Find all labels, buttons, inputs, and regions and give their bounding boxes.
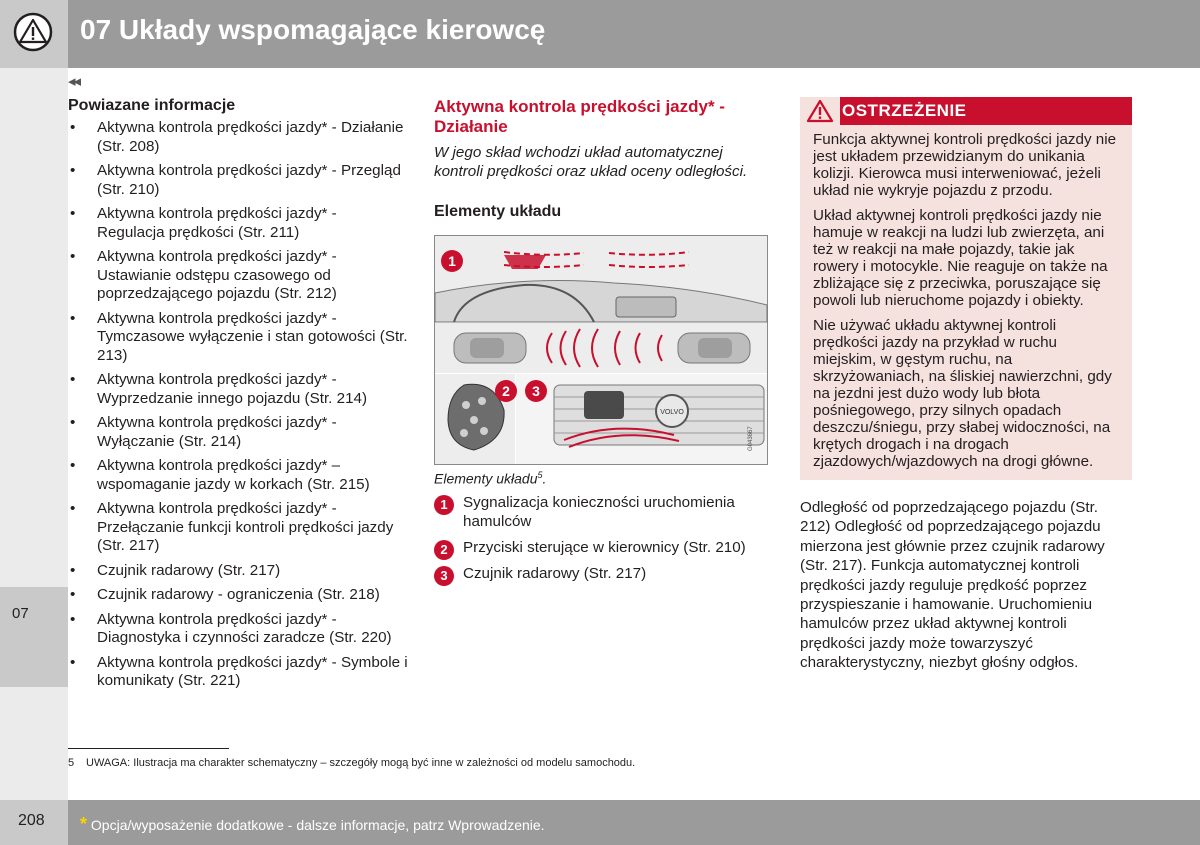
svg-text:1: 1 (448, 253, 456, 269)
figure-legend (434, 493, 769, 590)
dashboard-panel (435, 236, 767, 322)
warning-triangle-icon (800, 97, 840, 125)
front-grille-panel (516, 374, 767, 464)
footer-note: * Opcja/wyposażenie dodatkowe - dalsze informacje, patrz Wprowadzenie. (80, 814, 545, 834)
related-info-list (68, 119, 408, 691)
section-subtitle: Elementy układu (434, 203, 562, 220)
warning-paragraph: Nie używać układu aktywnej kontroli prędkości jazdy na przykład w ruchu miejskim, w gęstym ruchu, na skrzyżowaniach, na śliskiej nawierzchni, gdy na jezdni jest dużo wody lub błota pośniegowego, przy silnych opadach deszczu/śniegu, przy słabej widoczności, na krętych drogach i na drogach zjazdowych/wjazdowych na drogi główne. (813, 317, 1112, 470)
section-title: Aktywna kontrola prędkości jazdy* - Działanie (434, 97, 725, 136)
warning-box (800, 97, 1132, 480)
warning-column (800, 97, 1132, 673)
warning-header (800, 97, 1132, 125)
asterisk-icon: * (80, 814, 88, 834)
svg-text:2: 2 (502, 383, 510, 399)
callout-number: 3 (434, 566, 454, 586)
callout-badge-1 (441, 250, 463, 272)
warning-paragraph: Funkcja aktywnej kontroli prędkości jazdy nie jest układem przewidzianym do unikania kolizji. Kierowca musi interweniować, jeżeli układ nie wykryje pojazdu z przodu. (813, 131, 1117, 199)
legend-item: 1 Sygnalizacja konieczności uruchomienia hamulców (434, 493, 769, 531)
radar-distance-panel (435, 323, 767, 373)
svg-text:3: 3 (532, 383, 540, 399)
left-margin-bar (0, 68, 68, 800)
double-chevron-left-icon[interactable]: ◂◂ (68, 73, 80, 90)
section-intro: W jego skład wchodzi układ automatycznej kontroli prędkości oraz układ oceny odległości. (434, 144, 748, 180)
related-link[interactable]: • Aktywna kontrola prędkości jazdy* - Przełączanie funkcji kontroli prędkości jazdy (Str. 217) (70, 500, 394, 554)
related-link[interactable]: • Aktywna kontrola prędkości jazdy* - Diagnostyka i czynności zaradcze (Str. 220) (70, 610, 392, 646)
legend-item: 2 Przyciski sterujące w kierownicy (Str. 210) (434, 538, 769, 557)
related-link[interactable]: • Aktywna kontrola prędkości jazdy* - Przegląd (Str. 210) (70, 162, 401, 198)
related-link[interactable]: • Aktywna kontrola prędkości jazdy* - Wyprzedzanie innego pojazdu (Str. 214) (70, 371, 368, 407)
callout-badge-3 (525, 380, 547, 402)
callout-badge-2 (495, 380, 517, 402)
figure-code: G043667 (748, 426, 754, 451)
related-link[interactable]: • Czujnik radarowy - ograniczenia (Str. 218) (70, 586, 380, 603)
related-link[interactable]: • Aktywna kontrola prędkości jazdy* - Tymczasowe wyłączenie i stan gotowości (Str. 213) (70, 309, 408, 364)
footnote-divider (68, 748, 229, 749)
related-info-column (68, 97, 408, 697)
callout-number: 2 (434, 540, 454, 560)
related-link[interactable]: • Aktywna kontrola prędkości jazdy* - Wyłączanie (Str. 214) (70, 414, 337, 450)
related-link[interactable]: • Aktywna kontrola prędkości jazdy* - Działanie (Str. 208) (70, 119, 404, 155)
body-paragraph: Odległość od poprzedzającego pojazdu (Str. 212) Odległość od poprzedzającego pojazdu mierzona jest głównie przez czujnik radarowy (Str. 217). Funkcja automatycznej kontroli prędkości jazdy reguluje prędkość poprzez przyspieszanie i hamowanie. Uruchomieniu hamulców przez układ aktywnej kontroli prędkości jazdy może towarzyszyć charakterystyczny, niezbyt głośny odgłos. (800, 499, 1105, 672)
footnote: 5 UWAGA: Ilustracja ma charakter schematyczny – szczegóły mogą być inne w zależności od modelu samochodu. (68, 757, 636, 769)
chapter-tab[interactable] (0, 587, 68, 687)
related-link[interactable]: • Aktywna kontrola prędkości jazdy* - Symbole i komunikaty (Str. 221) (70, 653, 408, 689)
related-link[interactable]: • Aktywna kontrola prędkości jazdy* – wspomaganie jazdy w korkach (Str. 215) (70, 457, 370, 493)
footnote-ref[interactable]: 5 (537, 470, 543, 480)
main-section-column (434, 97, 769, 221)
page-number: 208 (18, 812, 45, 829)
legend-item: 3 Czujnik radarowy (Str. 217) (434, 564, 769, 583)
warning-title: OSTRZEŻENIE (842, 101, 967, 120)
related-link[interactable]: • Aktywna kontrola prędkości jazdy* - Ustawianie odstępu czasowego od poprzedzającego pojazdu (Str. 212) (70, 248, 337, 302)
related-link[interactable]: • Czujnik radarowy (Str. 217) (70, 561, 281, 579)
callout-number: 1 (434, 495, 454, 515)
page-title: 07 Układy wspomagające kierowcę (80, 14, 546, 45)
system-components-illustration (434, 235, 768, 465)
warning-paragraph: Układ aktywnej kontroli prędkości jazdy nie hamuje w reakcji na ludzi lub zwierzęta, ani też w reakcji na małe pojazdy, takie jak rowery i motocykle. Nie reaguje on także na zbliżające się z przeciwka, poruszające się powoli lub nieruchome pojazdy i obiekty. (813, 207, 1108, 309)
figure-caption: Elementy układu$^5$. (434, 470, 547, 487)
warning-triangle-icon (13, 12, 53, 52)
related-info-title: Powiazane informacje (68, 97, 236, 114)
chapter-tab-label: 07 (12, 605, 29, 622)
related-link[interactable]: • Aktywna kontrola prędkości jazdy* - Regulacja prędkości (Str. 211) (70, 205, 337, 241)
brand-logo-text: VOLVO (660, 409, 684, 416)
